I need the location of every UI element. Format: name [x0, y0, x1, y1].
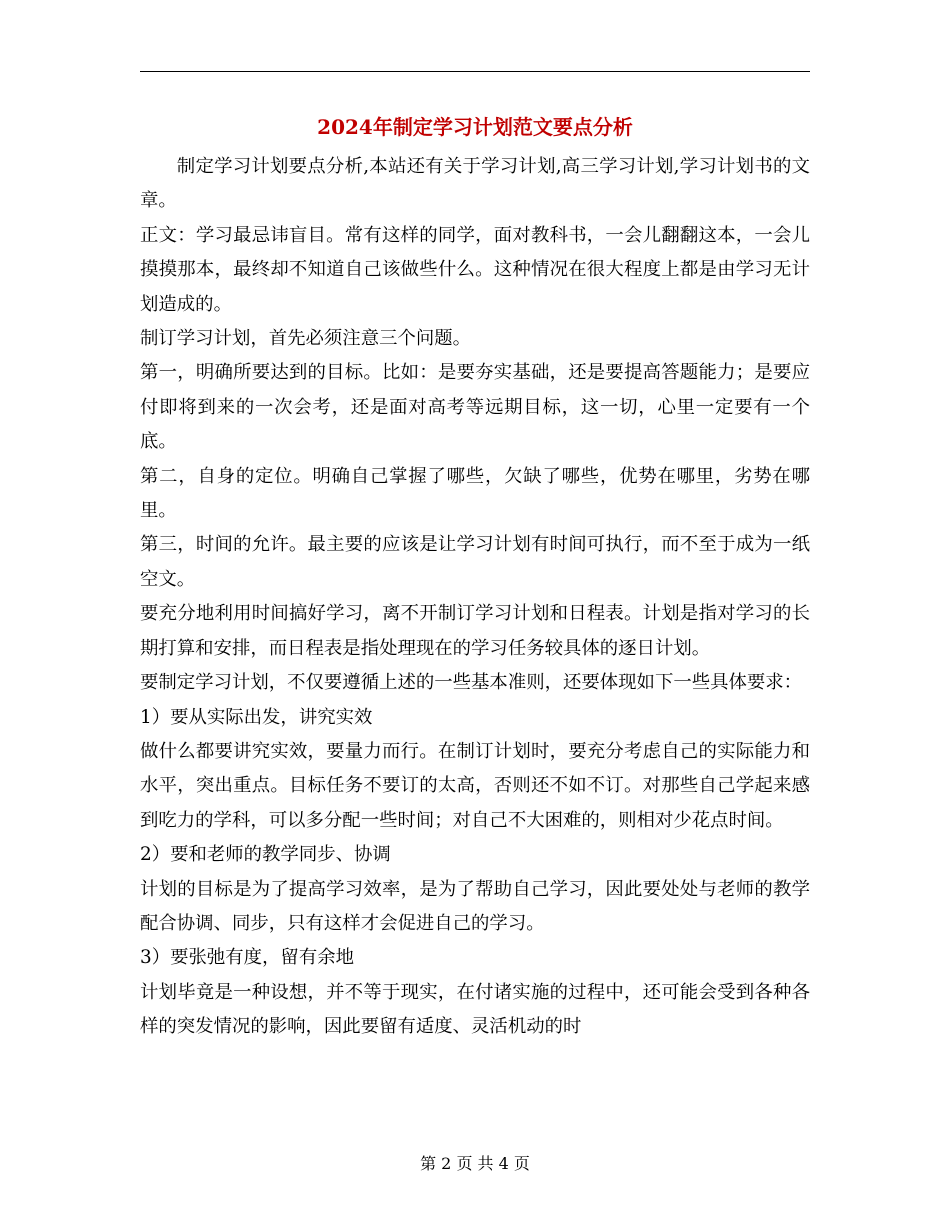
body-paragraph: 要制定学习计划，不仅要遵循上述的一些基本准则，还要体现如下一些具体要求： [140, 672, 803, 694]
body-paragraph: 第一，明确所要达到的目标。比如：是要夯实基础，还是要提高答题能力；是要应付即将到来的一次会考，还是面对高考等远期目标，这一切，心里一定要有一个底。 [140, 362, 810, 453]
body-paragraph: 第二，自身的定位。明确自己掌握了哪些，欠缺了哪些，优势在哪里，劣势在哪里。 [140, 465, 810, 522]
body-paragraph: 要充分地利用时间搞好学习，离不开制订学习计划和日程表。计划是指对学习的长期打算和安排，而日程表是指处理现在的学习任务较具体的逐日计划。 [140, 603, 810, 659]
body-paragraph: 第三，时间的允许。最主要的应该是让学习计划有时间可执行，而不至于成为一纸空文。 [140, 534, 810, 590]
section-heading: 3）要张弛有度，留有余地 [140, 947, 354, 969]
document-title: 2024年制定学习计划范文要点分析 [317, 115, 633, 139]
section-heading: 1）要从实际出发，讲究实效 [140, 706, 373, 728]
intro-paragraph: 制定学习计划要点分析,本站还有关于学习计划,高三学习计划,学习计划书的文章。 [140, 156, 810, 212]
document-body [140, 150, 810, 1045]
body-paragraph: 制订学习计划，首先必须注意三个问题。 [140, 328, 472, 350]
section-heading: 2）要和老师的教学同步、协调 [140, 844, 391, 866]
header-rule [140, 71, 810, 72]
body-paragraph: 做什么都要讲究实效，要量力而行。在制订计划时，要充分考虑自己的实际能力和水平，突出重点。目标任务不要订的太高，否则还不如不订。对那些自己学起来感到吃力的学科，可以多分配一些时间；对自己不大困难的，则相对少花点时间。 [140, 740, 810, 831]
page-number: 第 2 页 共 4 页 [420, 1154, 530, 1173]
body-paragraph: 计划毕竟是一种设想，并不等于现实，在付诸实施的过程中，还可能会受到各种各样的突发情况的影响，因此要留有适度、灵活机动的时 [140, 981, 810, 1038]
body-paragraph: 计划的目标是为了提高学习效率，是为了帮助自己学习，因此要处处与老师的教学配合协调、同步，只有这样才会促进自己的学习。 [140, 878, 810, 934]
body-paragraph: 正文：学习最忌讳盲目。常有这样的同学，面对教科书，一会儿翻翻这本，一会儿摸摸那本，最终却不知道自己该做些什么。这种情况在很大程度上都是由学习无计划造成的。 [140, 224, 810, 315]
